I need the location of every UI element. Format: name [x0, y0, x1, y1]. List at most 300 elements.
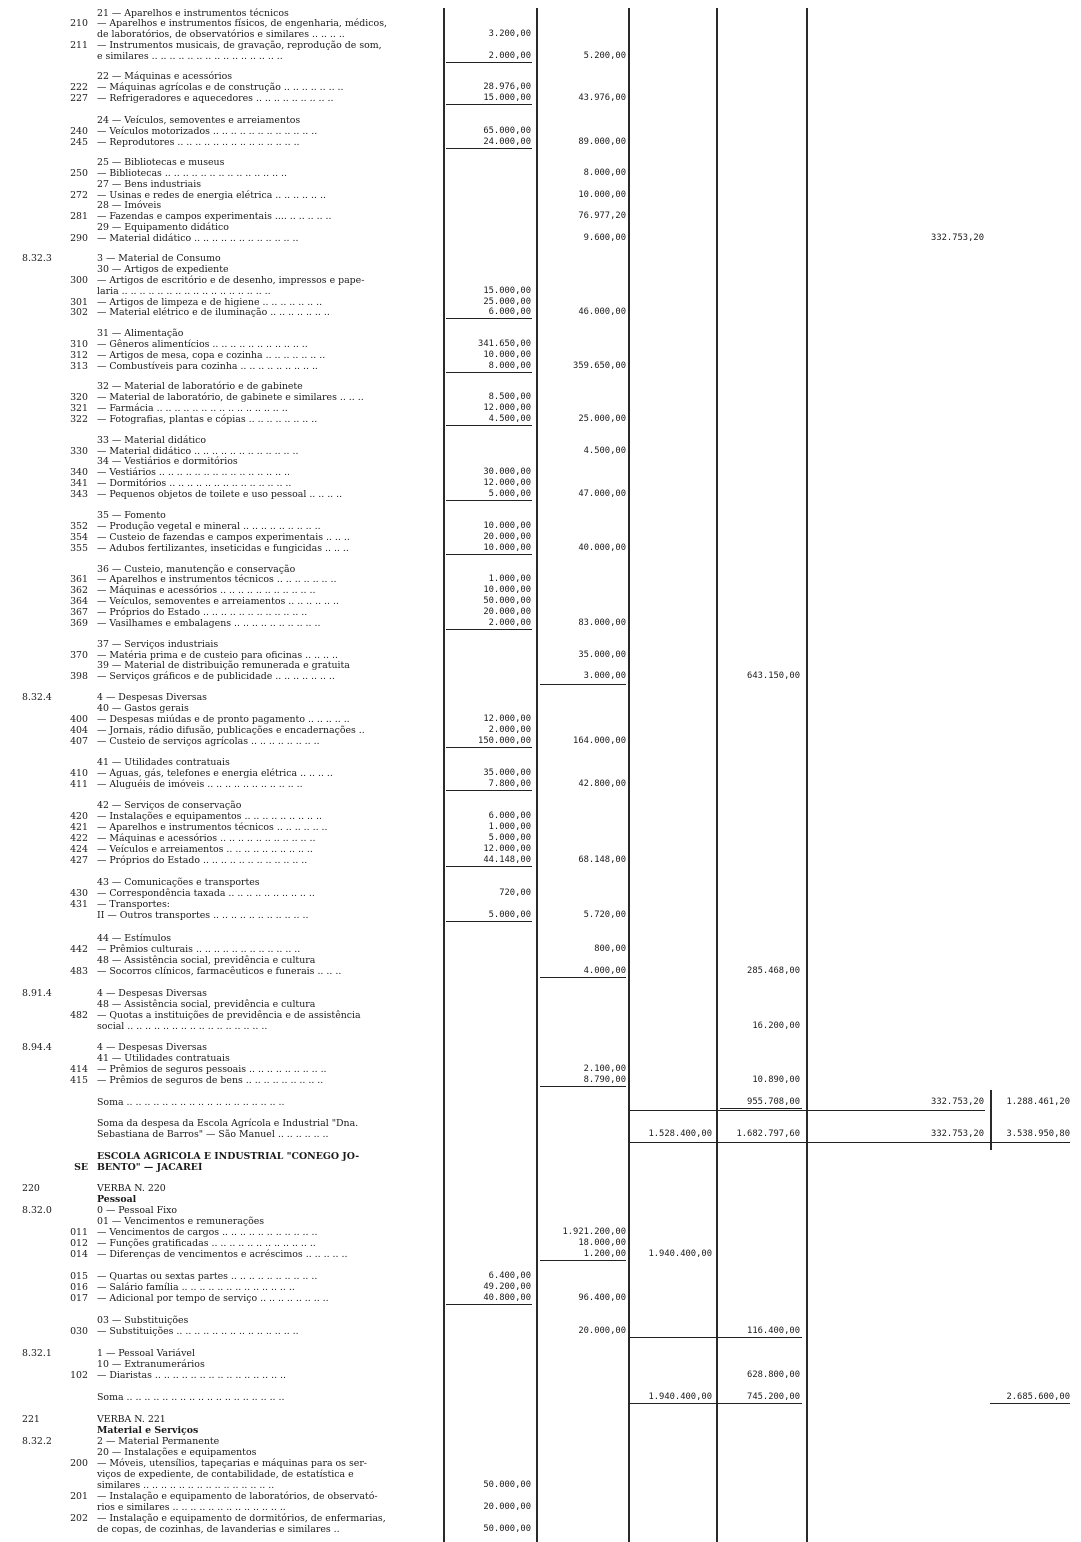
- item-description: Material e Serviços: [97, 1425, 199, 1436]
- budget-row: [0, 811, 1081, 822]
- amount-col-4: 745.200,00: [747, 1392, 800, 1402]
- item-description: 4 — Despesas Diversas: [97, 988, 207, 999]
- amount-col-1: 20.000,00: [483, 1502, 531, 1512]
- item-description: — Instalações e equipamentos .. .. .. .. .. .. .. .. ..: [97, 811, 322, 822]
- budget-row: [0, 966, 1081, 977]
- amount-col-6: 1.288.461,20: [1006, 1097, 1070, 1107]
- budget-row: [0, 933, 1081, 944]
- amount-col-1: 8.500,00: [488, 392, 531, 402]
- budget-row: [0, 910, 1081, 921]
- amount-col-2: 5.200,00: [583, 51, 626, 61]
- item-number: 245: [70, 137, 88, 148]
- amount-col-1: 15.000,00: [483, 93, 531, 103]
- budget-row: [0, 1469, 1081, 1480]
- budget-row: [0, 137, 1081, 148]
- budget-row: [0, 126, 1081, 137]
- item-number: 310: [70, 339, 88, 350]
- item-description: ESCOLA AGRÍCOLA E INDUSTRIAL "CONEGO JO-: [97, 1151, 360, 1162]
- amount-col-2: 8.000,00: [583, 168, 626, 178]
- item-description: — Salário família .. .. .. .. .. .. .. .. .. .. .. .. ..: [97, 1282, 295, 1293]
- item-number: 030: [70, 1326, 88, 1337]
- budget-row: [0, 944, 1081, 955]
- item-number: 431: [70, 899, 88, 910]
- amount-col-1: 10.000,00: [483, 350, 531, 360]
- item-description: 43 — Comunicações e transportes: [97, 877, 260, 888]
- budget-row: [0, 1194, 1081, 1205]
- budget-row: [0, 888, 1081, 899]
- budget-row: [0, 82, 1081, 93]
- budget-row: [0, 714, 1081, 725]
- item-description: — Funções gratificadas .. .. .. .. .. .. .. .. .. .. .. ..: [97, 1238, 316, 1249]
- item-number: 250: [70, 168, 88, 179]
- budget-row: [0, 222, 1081, 233]
- item-number: 341: [70, 478, 88, 489]
- budget-code: 220: [22, 1183, 40, 1194]
- item-description: — Móveis, utensílios, tapeçarias e máquinas para os ser-: [97, 1458, 367, 1469]
- amount-col-2: 68.148,00: [578, 855, 626, 865]
- budget-row: [0, 877, 1081, 888]
- budget-row: [0, 435, 1081, 446]
- budget-code: 8.32.3: [22, 253, 52, 264]
- item-number: 424: [70, 844, 88, 855]
- item-description: 22 — Máquinas e acessórios: [97, 71, 233, 82]
- amount-col-2: 40.000,00: [578, 543, 626, 553]
- budget-row: [0, 736, 1081, 747]
- item-description: — Máquinas e acessórios .. .. .. .. .. .. .. .. .. .. ..: [97, 585, 316, 596]
- budget-row: [0, 1227, 1081, 1238]
- budget-row: [0, 275, 1081, 286]
- item-description: 3 — Material de Consumo: [97, 253, 221, 264]
- budget-row: [0, 1118, 1081, 1129]
- budget-code: 8.91.4: [22, 988, 52, 999]
- item-description: — Jornais, rádio difusão, publicações e encadernações ..: [97, 725, 365, 736]
- item-description: 37 — Serviços industriais: [97, 639, 219, 650]
- amount-col-2: 83.000,00: [578, 618, 626, 628]
- amount-col-6: 3.538.950,80: [1006, 1129, 1070, 1139]
- budget-row: [0, 1249, 1081, 1260]
- amount-col-2: 1.921.200,00: [562, 1227, 626, 1237]
- amount-col-3: 1.940.400,00: [648, 1392, 712, 1402]
- budget-row: [0, 233, 1081, 244]
- item-number: 340: [70, 467, 88, 478]
- item-number: 430: [70, 888, 88, 899]
- item-description: — Artigos de mesa, copa e cozinha .. .. .. .. .. .. ..: [97, 350, 326, 361]
- budget-row: [0, 403, 1081, 414]
- budget-code: 8.32.2: [22, 1436, 52, 1447]
- amount-col-2: 42.800,00: [578, 779, 626, 789]
- item-description: — Artigos de escritório e de desenho, impressos e pape-: [97, 275, 365, 286]
- amount-col-4: 10.890,00: [752, 1075, 800, 1085]
- item-number: 400: [70, 714, 88, 725]
- item-number: 482: [70, 1010, 88, 1021]
- amount-col-1: 65.000,00: [483, 126, 531, 136]
- item-description: — Socorros clínicos, farmacêuticos e funerais .. .. ..: [97, 966, 342, 977]
- item-number: 016: [70, 1282, 88, 1293]
- item-description: — Máquinas e acessórios .. .. .. .. .. .. .. .. .. .. ..: [97, 833, 316, 844]
- item-description: — Adubos fertilizantes, inseticidas e fungicidas .. .. ..: [97, 543, 349, 554]
- amount-col-1: 50.000,00: [483, 1524, 531, 1534]
- item-number: 322: [70, 414, 88, 425]
- budget-row: [0, 757, 1081, 768]
- item-number: 200: [70, 1458, 88, 1469]
- budget-row: [0, 596, 1081, 607]
- item-description: — Aparelhos e instrumentos técnicos .. .. .. .. .. ..: [97, 822, 328, 833]
- amount-col-3: 1.940.400,00: [648, 1249, 712, 1259]
- budget-row: [0, 489, 1081, 500]
- item-description: 4 — Despesas Diversas: [97, 1042, 207, 1053]
- item-description: — Instalação e equipamento de laboratórios, de observató-: [97, 1491, 378, 1502]
- item-description: 0 — Pessoal Fixo: [97, 1205, 178, 1216]
- budget-row: [0, 639, 1081, 650]
- amount-col-1: 6.400,00: [488, 1271, 531, 1281]
- item-description: 28 — Imóveis: [97, 200, 162, 211]
- budget-row: [0, 725, 1081, 736]
- item-description: — Refrigeradores e aquecedores .. .. .. .. .. .. .. .. ..: [97, 93, 334, 104]
- budget-row: [0, 179, 1081, 190]
- budget-row: [0, 29, 1081, 40]
- budget-row: [0, 1480, 1081, 1491]
- item-description: — Adicional por tempo de serviço .. .. .. .. .. .. .. ..: [97, 1293, 329, 1304]
- item-number: 370: [70, 650, 88, 661]
- item-description: — Combustíveis para cozinha .. .. .. .. .. .. .. .. ..: [97, 361, 318, 372]
- amount-col-1: 5.000,00: [488, 833, 531, 843]
- budget-row: [0, 40, 1081, 51]
- item-description: 27 — Bens industriais: [97, 179, 202, 190]
- item-description: Soma .. .. .. .. .. .. .. .. .. .. .. .. .. .. .. .. .. ..: [97, 1097, 285, 1108]
- budget-code: 8.32.1: [22, 1348, 52, 1359]
- item-description: — Fazendas e campos experimentais .... .. .. .. .. ..: [97, 211, 332, 222]
- item-description: — Usinas e redes de energia elétrica .. .. .. .. .. ..: [97, 190, 326, 201]
- item-number: 343: [70, 489, 88, 500]
- budget-row: [0, 1042, 1081, 1053]
- amount-col-1: 28.976,00: [483, 82, 531, 92]
- amount-col-5: 332.753,20: [931, 1129, 984, 1139]
- amount-col-1: 12.000,00: [483, 478, 531, 488]
- item-description: 21 — Aparelhos e instrumentos técnicos: [97, 8, 289, 19]
- budget-row: [0, 392, 1081, 403]
- budget-code: 8.94.4: [22, 1042, 52, 1053]
- budget-row: [0, 768, 1081, 779]
- item-description: — Dormitórios .. .. .. .. .. .. .. .. .. .. .. .. .. ..: [97, 478, 292, 489]
- budget-row: [0, 361, 1081, 372]
- item-description: — Reprodutores .. .. .. .. .. .. .. .. .. .. .. .. .. ..: [97, 137, 300, 148]
- item-description: de laboratórios, de observatórios e similares .. .. .. ..: [97, 29, 345, 40]
- item-description: 41 — Utilidades contratuais: [97, 757, 230, 768]
- amount-col-2: 89.000,00: [578, 137, 626, 147]
- item-number: 320: [70, 392, 88, 403]
- item-number: 414: [70, 1064, 88, 1075]
- item-number: 102: [70, 1370, 88, 1381]
- budget-code: 221: [22, 1414, 40, 1425]
- amount-col-1: 40.800,00: [483, 1293, 531, 1303]
- item-description: — Artigos de limpeza e de higiene .. .. .. .. .. .. ..: [97, 297, 323, 308]
- item-description: 2 — Material Permanente: [97, 1436, 220, 1447]
- item-number: 201: [70, 1491, 88, 1502]
- budget-row: [0, 1359, 1081, 1370]
- budget-row: [0, 456, 1081, 467]
- budget-row: [0, 1392, 1081, 1403]
- budget-row: [0, 1075, 1081, 1086]
- item-description: — Prêmios de seguros de bens .. .. .. .. .. .. .. .. ..: [97, 1075, 324, 1086]
- budget-row: [0, 286, 1081, 297]
- amount-col-2: 800,00: [594, 944, 626, 954]
- item-number: 361: [70, 574, 88, 585]
- amount-col-1: 24.000,00: [483, 137, 531, 147]
- item-number: 012: [70, 1238, 88, 1249]
- amount-col-1: 25.000,00: [483, 297, 531, 307]
- item-description: 1 — Pessoal Variável: [97, 1348, 195, 1359]
- item-description: 29 — Equipamento didático: [97, 222, 229, 233]
- budget-row: [0, 1010, 1081, 1021]
- amount-col-2: 359.650,00: [573, 361, 626, 371]
- item-description: VERBA N. 220: [97, 1183, 166, 1194]
- budget-row: [0, 800, 1081, 811]
- budget-row: [0, 328, 1081, 339]
- item-description: — Bibliotecas .. .. .. .. .. .. .. .. .. .. .. .. .. ..: [97, 168, 288, 179]
- amount-col-4: 628.800,00: [747, 1370, 800, 1380]
- item-number: 011: [70, 1227, 88, 1238]
- item-number: 354: [70, 532, 88, 543]
- budget-row: [0, 574, 1081, 585]
- item-description: — Veículos, semoventes e arreiamentos .. .. .. .. .. ..: [97, 596, 339, 607]
- budget-row: [0, 93, 1081, 104]
- item-description: — Material de laboratório, de gabinete e similares .. .. ..: [97, 392, 364, 403]
- item-description: de copas, de cozinhas, de lavanderias e similares ..: [97, 1524, 340, 1535]
- item-number: 312: [70, 350, 88, 361]
- item-description: 10 — Extranumerários: [97, 1359, 205, 1370]
- amount-col-1: 3.200,00: [488, 29, 531, 39]
- item-description: 35 — Fomento: [97, 510, 166, 521]
- item-description: — Aparelhos e instrumentos físicos, de engenharia, médicos,: [97, 18, 387, 29]
- item-description: 4 — Despesas Diversas: [97, 692, 207, 703]
- budget-row: [0, 1097, 1081, 1108]
- amount-col-3: 1.528.400,00: [648, 1129, 712, 1139]
- item-number: 330: [70, 446, 88, 457]
- budget-row: [0, 844, 1081, 855]
- item-description: — Serviços gráficos e de publicidade .. .. .. .. .. .. ..: [97, 671, 335, 682]
- budget-row: [0, 1414, 1081, 1425]
- budget-row: [0, 779, 1081, 790]
- item-number: 415: [70, 1075, 88, 1086]
- item-description: laria .. .. .. .. .. .. .. .. .. .. .. .. .. .. .. .. ..: [97, 286, 271, 297]
- item-description: similares .. .. .. .. .. .. .. .. .. .. .. .. .. .. ..: [97, 1480, 275, 1491]
- budget-row: [0, 955, 1081, 966]
- item-number: 364: [70, 596, 88, 607]
- item-description: rios e similares .. .. .. .. .. .. .. .. .. .. .. .. ..: [97, 1502, 286, 1513]
- amount-col-1: 1.000,00: [488, 574, 531, 584]
- item-description: — Gêneros alimentícios .. .. .. .. .. .. .. .. .. .. ..: [97, 339, 308, 350]
- item-description: — Quotas a instituições de previdência e de assistência: [97, 1010, 361, 1021]
- item-description: 32 — Material de laboratório e de gabinete: [97, 381, 303, 392]
- budget-row: [0, 833, 1081, 844]
- item-number: 411: [70, 779, 88, 790]
- budget-row: [0, 1326, 1081, 1337]
- item-number: 352: [70, 521, 88, 532]
- amount-col-1: 12.000,00: [483, 403, 531, 413]
- item-description: — Material didático .. .. .. .. .. .. .. .. .. .. .. ..: [97, 446, 299, 457]
- budget-row: [0, 168, 1081, 179]
- amount-col-1: 7.800,00: [488, 779, 531, 789]
- amount-col-6: 2.685.600,00: [1006, 1392, 1070, 1402]
- item-number: 211: [70, 40, 88, 51]
- amount-col-1: 10.000,00: [483, 543, 531, 553]
- item-number: 362: [70, 585, 88, 596]
- item-description: Soma da despesa da Escola Agrícola e Industrial "Dna.: [97, 1118, 359, 1129]
- item-number: 407: [70, 736, 88, 747]
- item-description: — Quartas ou sextas partes .. .. .. .. .. .. .. .. .. ..: [97, 1271, 318, 1282]
- item-description: — Correspondência taxada .. .. .. .. .. .. .. .. .. ..: [97, 888, 315, 899]
- item-description: — Despesas miúdas e de pronto pagamento .. .. .. .. ..: [97, 714, 350, 725]
- item-description: — Diferenças de vencimentos e acréscimos .. .. .. .. ..: [97, 1249, 348, 1260]
- item-number: 410: [70, 768, 88, 779]
- item-description: — Aparelhos e instrumentos técnicos .. .. .. .. .. .. ..: [97, 574, 337, 585]
- item-description: — Material elétrico e de iluminação .. .. .. .. .. .. ..: [97, 307, 330, 318]
- budget-row: [0, 532, 1081, 543]
- amount-col-4: 955.708,00: [747, 1097, 800, 1107]
- budget-row: [0, 585, 1081, 596]
- budget-row: [0, 350, 1081, 361]
- item-description: — Vencimentos de cargos .. .. .. .. .. .. .. .. .. .. ..: [97, 1227, 318, 1238]
- item-number: 222: [70, 82, 88, 93]
- amount-col-1: 20.000,00: [483, 532, 531, 542]
- amount-col-1: 2.000,00: [488, 618, 531, 628]
- budget-row: [0, 1216, 1081, 1227]
- budget-row: [0, 1183, 1081, 1194]
- amount-col-4: 116.400,00: [747, 1326, 800, 1336]
- budget-row: [0, 1502, 1081, 1513]
- item-description: — Veículos e arreiamentos .. .. .. .. .. .. .. .. .. ..: [97, 844, 313, 855]
- item-number: 014: [70, 1249, 88, 1260]
- amount-col-4: 16.200,00: [752, 1021, 800, 1031]
- item-number: 421: [70, 822, 88, 833]
- item-number: 300: [70, 275, 88, 286]
- item-description: — Custeio de serviços agrícolas .. .. .. .. .. .. .. ..: [97, 736, 320, 747]
- budget-row: [0, 200, 1081, 211]
- budget-row: [0, 307, 1081, 318]
- item-description: — Transportes:: [97, 899, 170, 910]
- item-description: — Fotografias, plantas e cópias .. .. .. .. .. .. .. ..: [97, 414, 318, 425]
- amount-col-5: 332.753,20: [931, 1097, 984, 1107]
- item-description: 44 — Estímulos: [97, 933, 172, 944]
- amount-col-1: 10.000,00: [483, 585, 531, 595]
- amount-col-2: 20.000,00: [578, 1326, 626, 1336]
- item-description: 39 — Material de distribuição remunerada e gratuita: [97, 660, 350, 671]
- item-description: 48 — Assistência social, previdência e cultura: [97, 955, 316, 966]
- amount-col-2: 76.977,20: [578, 211, 626, 221]
- budget-row: [0, 1162, 1081, 1173]
- amount-col-2: 10.000,00: [578, 190, 626, 200]
- item-number: 017: [70, 1293, 88, 1304]
- item-number: 302: [70, 307, 88, 318]
- item-description: — Instrumentos musicais, de gravação, reprodução de som,: [97, 40, 382, 51]
- budget-row: [0, 1436, 1081, 1447]
- item-number: 398: [70, 671, 88, 682]
- budget-row: [0, 51, 1081, 62]
- budget-row: [0, 1447, 1081, 1458]
- budget-row: [0, 157, 1081, 168]
- amount-col-1: 150.000,00: [478, 736, 531, 746]
- item-description: — Vasilhames e embalagens .. .. .. .. .. .. .. .. .. ..: [97, 618, 321, 629]
- budget-row: [0, 1271, 1081, 1282]
- item-number: 427: [70, 855, 88, 866]
- item-description: — Farmácia .. .. .. .. .. .. .. .. .. .. .. .. .. .. ..: [97, 403, 288, 414]
- item-description: 31 — Alimentação: [97, 328, 184, 339]
- amount-col-2: 3.000,00: [583, 671, 626, 681]
- amount-col-5: 332.753,20: [931, 233, 984, 243]
- item-description: 20 — Instalações e equipamentos: [97, 1447, 257, 1458]
- item-description: 40 — Gastos gerais: [97, 703, 189, 714]
- budget-row: [0, 1064, 1081, 1075]
- budget-row: [0, 1129, 1081, 1140]
- budget-row: [0, 999, 1081, 1010]
- item-description: — Máquinas agrícolas e de construção .. .. .. .. .. .. ..: [97, 82, 344, 93]
- budget-row: [0, 822, 1081, 833]
- budget-code: 8.32.4: [22, 692, 52, 703]
- amount-col-2: 164.000,00: [573, 736, 626, 746]
- amount-col-2: 1.200,00: [583, 1249, 626, 1259]
- amount-col-1: 50.000,00: [483, 1480, 531, 1490]
- budget-row: [0, 115, 1081, 126]
- item-number: SE: [74, 1162, 88, 1173]
- amount-col-1: 5.000,00: [488, 910, 531, 920]
- item-number: 281: [70, 211, 88, 222]
- amount-col-1: 6.000,00: [488, 811, 531, 821]
- budget-row: [0, 1053, 1081, 1064]
- budget-row: [0, 1513, 1081, 1524]
- budget-row: [0, 1425, 1081, 1436]
- item-number: 210: [70, 18, 88, 29]
- budget-row: [0, 1370, 1081, 1381]
- amount-col-1: 20.000,00: [483, 607, 531, 617]
- amount-col-1: 8.000,00: [488, 361, 531, 371]
- amount-col-2: 5.720,00: [583, 910, 626, 920]
- budget-row: [0, 543, 1081, 554]
- item-number: 227: [70, 93, 88, 104]
- item-description: — Aluguéis de imóveis .. .. .. .. .. .. .. .. .. .. ..: [97, 779, 303, 790]
- amount-col-1: 341.650,00: [478, 339, 531, 349]
- item-description: Sebastiana de Barros" — São Manuel .. .. .. .. .. ..: [97, 1129, 329, 1140]
- item-description: 36 — Custeio, manutenção e conservação: [97, 564, 296, 575]
- item-number: 367: [70, 607, 88, 618]
- budget-row: [0, 1348, 1081, 1359]
- amount-col-4: 285.468,00: [747, 966, 800, 976]
- amount-col-4: 1.682.797,60: [736, 1129, 800, 1139]
- item-description: — Vestiários .. .. .. .. .. .. .. .. .. .. .. .. .. .. ..: [97, 467, 291, 478]
- item-description: VERBA N. 221: [97, 1414, 166, 1425]
- item-description: 42 — Serviços de conservação: [97, 800, 242, 811]
- item-number: 202: [70, 1513, 88, 1524]
- budget-row: [0, 1238, 1081, 1249]
- item-description: 03 — Substituições: [97, 1315, 189, 1326]
- budget-row: [0, 703, 1081, 714]
- amount-col-2: 2.100,00: [583, 1064, 626, 1074]
- budget-row: [0, 618, 1081, 629]
- item-number: 272: [70, 190, 88, 201]
- item-description: Soma .. .. .. .. .. .. .. .. .. .. .. .. .. .. .. .. .. ..: [97, 1392, 285, 1403]
- amount-col-2: 96.400,00: [578, 1293, 626, 1303]
- item-description: — Prêmios culturais .. .. .. .. .. .. .. .. .. .. .. ..: [97, 944, 301, 955]
- amount-col-1: 5.000,00: [488, 489, 531, 499]
- budget-row: [0, 467, 1081, 478]
- item-description: — Instalação e equipamento de dormitórios, de enfermarias,: [97, 1513, 386, 1524]
- budget-row: [0, 607, 1081, 618]
- amount-col-2: 46.000,00: [578, 307, 626, 317]
- item-number: 483: [70, 966, 88, 977]
- item-number: 355: [70, 543, 88, 554]
- amount-col-2: 18.000,00: [578, 1238, 626, 1248]
- item-description: 48 — Assistência social, previdência e cultura: [97, 999, 316, 1010]
- budget-row: [0, 660, 1081, 671]
